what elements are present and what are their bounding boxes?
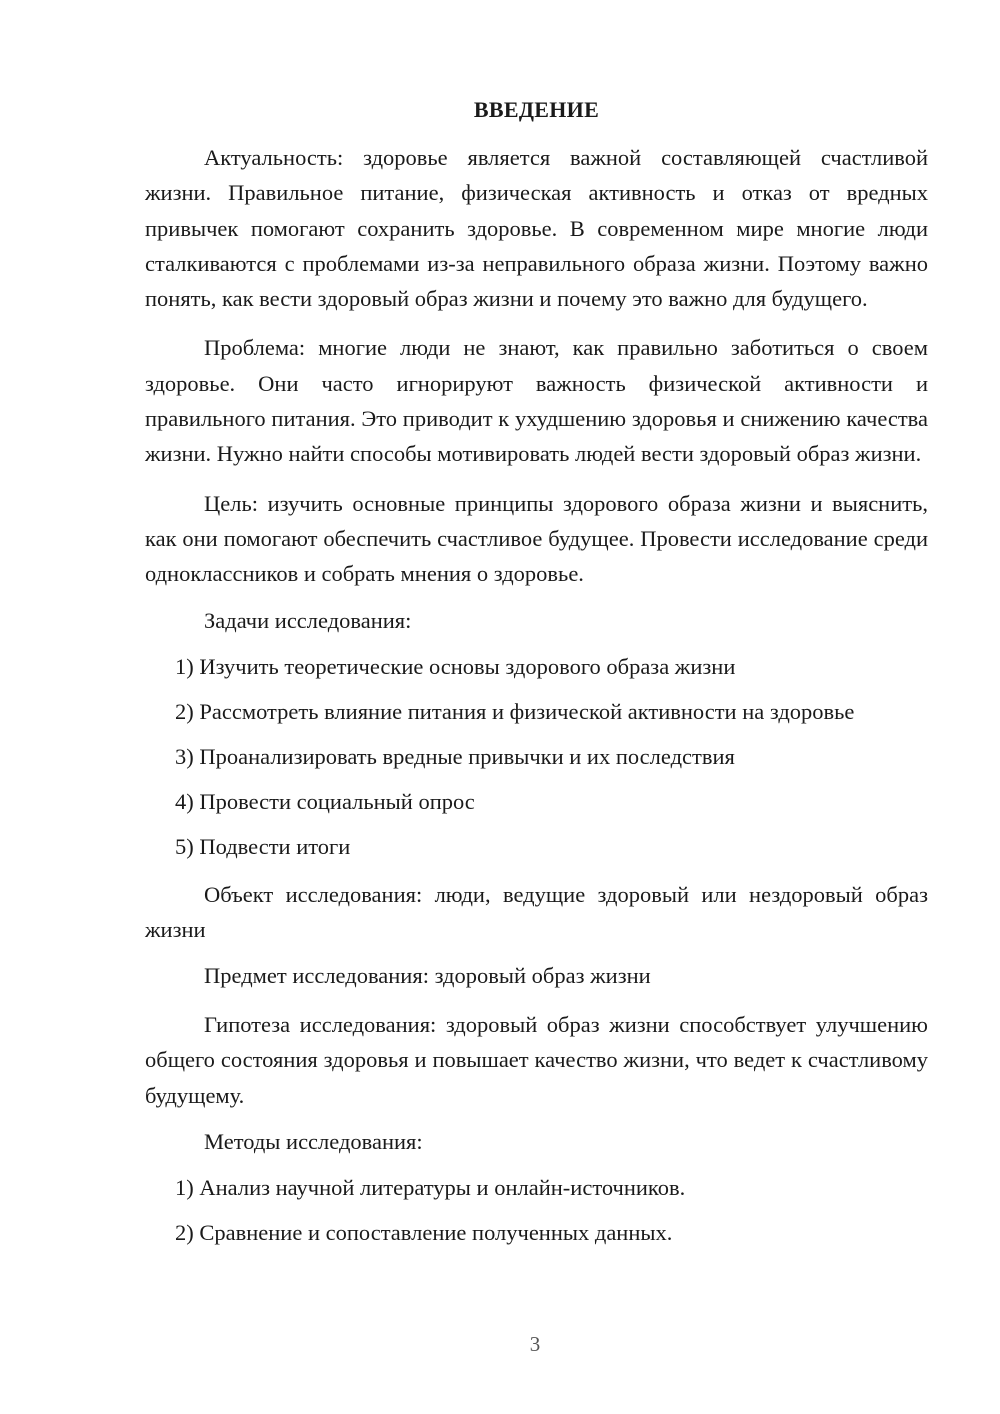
page-number: 3 [529, 1332, 541, 1356]
goal-paragraph: Цель: изучить основные принципы здорового образа жизни и выяснить, как они помогают обеспечить счастливое будущее. Провести исследование среди одноклассников и собрать мнения о здоровье. [145, 490, 928, 587]
list-item: 1) Изучить теоретические основы здорового образа жизни [175, 653, 736, 679]
relevance-paragraph: Актуальность: здоровье является важной составляющей счастливой жизни. Правильное питание, физическая активность и отказ от вредных привычек помогают сохранить здоровье. В современном мире многие люди сталкиваются с проблемами из-за неправильного образа жизни. Поэтому важно понять, как вести здоровый образ жизни и почему это важно для будущего. [145, 145, 928, 312]
list-item: 1) Анализ научной литературы и онлайн-источников. [175, 1175, 686, 1201]
list-item: 2) Сравнение и сопоставление полученных данных. [175, 1220, 673, 1246]
list-item: 3) Проанализировать вредные привычки и их последствия [175, 743, 735, 769]
hypothesis-paragraph: Гипотеза исследования: здоровый образ жизни способствует улучшению общего состояния здоровья и повышает качество жизни, что ведет к счастливому будущему. [145, 1012, 928, 1108]
problem-paragraph: Проблема: многие люди не знают, как правильно заботиться о своем здоровье. Они часто игнорируют важность физической активности и правильного питания. Это приводит к ухудшению здоровья и снижению качества жизни. Нужно найти способы мотивировать людей вести здоровый образ жизни. [145, 335, 928, 467]
methods-heading: Методы исследования: [204, 1129, 423, 1155]
list-item: 5) Подвести итоги [175, 833, 351, 859]
section-title: ВВЕДЕНИЕ [473, 97, 600, 122]
object-paragraph: Объект исследования: люди, ведущие здоровый или нездоровый образ жизни [145, 881, 928, 942]
page-content [145, 95, 928, 1263]
tasks-list [145, 652, 928, 862]
tasks-heading: Задачи исследования: [204, 607, 412, 633]
subject-paragraph: Предмет исследования: здоровый образ жизни [204, 963, 651, 989]
list-item: 4) Провести социальный опрос [175, 788, 475, 814]
list-item: 2) Рассмотреть влияние питания и физической активности на здоровье [175, 698, 855, 724]
methods-list [145, 1173, 928, 1248]
